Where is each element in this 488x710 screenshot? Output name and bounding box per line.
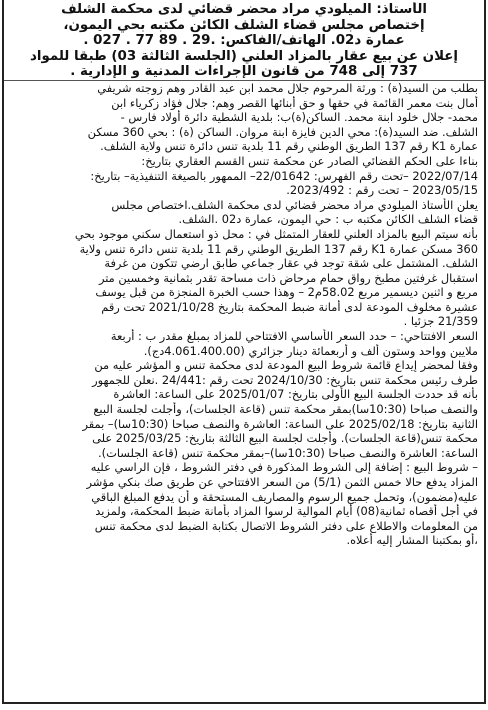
body-line: 360 مسكن عمارة K1 رقم 137 الطريق الوطني رقم 11 بلدية تنس دائرة تنس ولاية xyxy=(79,241,478,256)
conditions-section xyxy=(10,460,478,548)
body-line: محكمة تنس(قاعة الجلسات). وأجلت لجلسة البيع الثالثة بتاريخ: 2025/03/25 على xyxy=(92,431,478,446)
property-section xyxy=(10,227,478,329)
body-line: السعر الافتتاحي: – حدد السعر الأساسي الافتتاحي للمزاد بمبلغ مقدر ب : أربعة xyxy=(110,329,478,344)
body-line: ملايين وواحد وستون ألف و أربعمائة دينار جزائري (4.061.400.00دج). xyxy=(143,343,478,358)
body-line: محمد- جلال خلود ابنة محمد. الساكن(ة)ب: بلدية الشطية دائرة أولاد فارس - xyxy=(120,110,478,125)
sessions-section xyxy=(10,358,478,460)
notice-body xyxy=(10,81,478,548)
body-line: 2022/07/14 –تحت رقم الفهرس: 22/01642– الممهور بالصيغة التنفيذية– بتاريخ: xyxy=(90,168,478,183)
body-line: 2023/05/15 – تحت رقم : 2023/492. xyxy=(286,183,478,198)
header-line: 737 إلى 748 من قانون الإجراءات المدنية و الإدارية . xyxy=(70,64,418,80)
header-line: إختصاص مجلس قضاء الشلف الكائن مكتبه بحي اليمون، xyxy=(63,17,425,33)
body-line: طرف رئيس محكمة تنس بتاريخ: 2024/10/30 تحت رقم :24/441 .نعلن للجمهور xyxy=(92,372,478,387)
body-line: بناءا على الحكم القضائي الصادر عن محكمة تنس القسم العقاري بتاريخ: xyxy=(141,153,478,168)
body-line: – شروط البيع : إضافة إلى الشروط المذكورة في دفتر الشروط ، فإن الراسي عليه xyxy=(90,460,478,475)
body-line: استقبال غرفتين مطبخ رواق حمام مرحاض ذات مساحة تقدر بثمانية وخمسين متر xyxy=(98,270,478,285)
header-line: إعلان عن بيع عقار بالمزاد العلني (الجلسة الثالثة 03) طبقا للمواد xyxy=(30,48,458,64)
price-section xyxy=(10,329,478,358)
header-line: عمارة د02. الهاتف/الفاكس: .29 . 89 77 . 027 . xyxy=(83,33,405,49)
body-line: عشيرة مخلوف المودعة لدى أمانة ضبط المحكمة بتاريخ 2021/10/28 تحت رقم xyxy=(101,299,478,314)
body-line: بأنه قد حددت الجلسة البيع الأولى بتاريخ: 2025/01/07 على الساعة: العاشرة xyxy=(113,387,478,402)
body-line: بطلب من السيد(ة) : ورثة المرحوم جلال محمد ابن عبد القادر وهم زوجته شريفي xyxy=(97,80,478,95)
body-line: ،أو بمكتبنا المشار إليه أعلاه. xyxy=(346,533,478,548)
body-line: والنصف صباحا (10:30سا)بمقر محكمة تنس (قاعة الجلسات)، وأجلت لجلسة البيع xyxy=(93,402,478,417)
body-line: 21/359 جزئيا . xyxy=(403,314,478,329)
body-line: المزاد يدفع حالا خمس الثمن (5/1) من السعر الافتتاحي عن طريق صك بنكي مؤشر xyxy=(86,475,478,489)
body-line: الثانية بتاريخ: 2025/02/18 على الساعة: العاشرة والنصف صباحا (10:30سا)– بمقر xyxy=(82,416,478,431)
judgment-section xyxy=(10,154,478,198)
header-line: الأستاذ: الميلودي مراد محضر قضائي لدى محكمة الشلف xyxy=(61,2,427,17)
body-line: بأنه سيتم البيع بالمزاد العلني للعقار المتمثل في : محل ذو استعمال سكني موجود بحي xyxy=(74,226,478,241)
notice-content xyxy=(4,0,484,548)
body-line: في أجل أقصاه ثمانية(08) أيام الموالية لرسوا المزاد بأمانة ضبط المحكمة، ولمزيد xyxy=(95,504,478,519)
notice-header xyxy=(10,2,478,80)
body-line: من المعلومات والاطلاع على دفتر الشروط الاتصال بكتابة الضبط لدى محكمة تنس xyxy=(94,518,478,533)
body-line: أمال بنت معمر القائمة في حقها و حق أبنائها القصر وهم: جلال فؤاد زكرياء ابن xyxy=(111,95,478,110)
body-line: الساعة: العاشرة والنصف صباحا (10:30سا)–بمقر محكمة تنس (قاعة الجلسات). xyxy=(98,445,478,460)
body-line: عمارة K1 رقم 137 الطريق الوطني رقم 11 بلدية تنس دائرة تنس ولاية الشلف. xyxy=(100,139,478,154)
body-line: مربع و اثنين ديسمير مربع 58.02م2 – وهذا حسب الخبرة المنجزة من قبل يوسف xyxy=(95,285,478,300)
parties-section xyxy=(10,81,478,154)
body-line: الشلف. المشتمل على شقة توجد في عقار جماعي طابق ارضي تتكون من غرفة xyxy=(104,256,478,271)
announce-section xyxy=(10,198,478,227)
body-line: يعلن الأستاذ الميلودي مراد محضر قضائي لدى محكمة الشلف.اختصاص مجلس xyxy=(111,197,478,212)
body-line: وفقا لمحضر إيداع قائمة شروط البيع المودعة لدى محكمة تنس و المؤشر عليه من xyxy=(94,358,478,373)
body-line: الشلف. ضد السيد(ة): محي الدين فايزة ابنة مروان. الساكن (ة) : بحي 360 مسكن xyxy=(87,124,478,139)
body-line: قضاء الشلف الكائن مكتبه ب : حي اليمون، عمارة د02 .الشلف. xyxy=(178,212,478,227)
body-line: عليه(مضمون)، وتحمل جميع الرسوم والمصاريف المستحقة و أن يدفع المبلغ الباقي xyxy=(91,489,478,504)
